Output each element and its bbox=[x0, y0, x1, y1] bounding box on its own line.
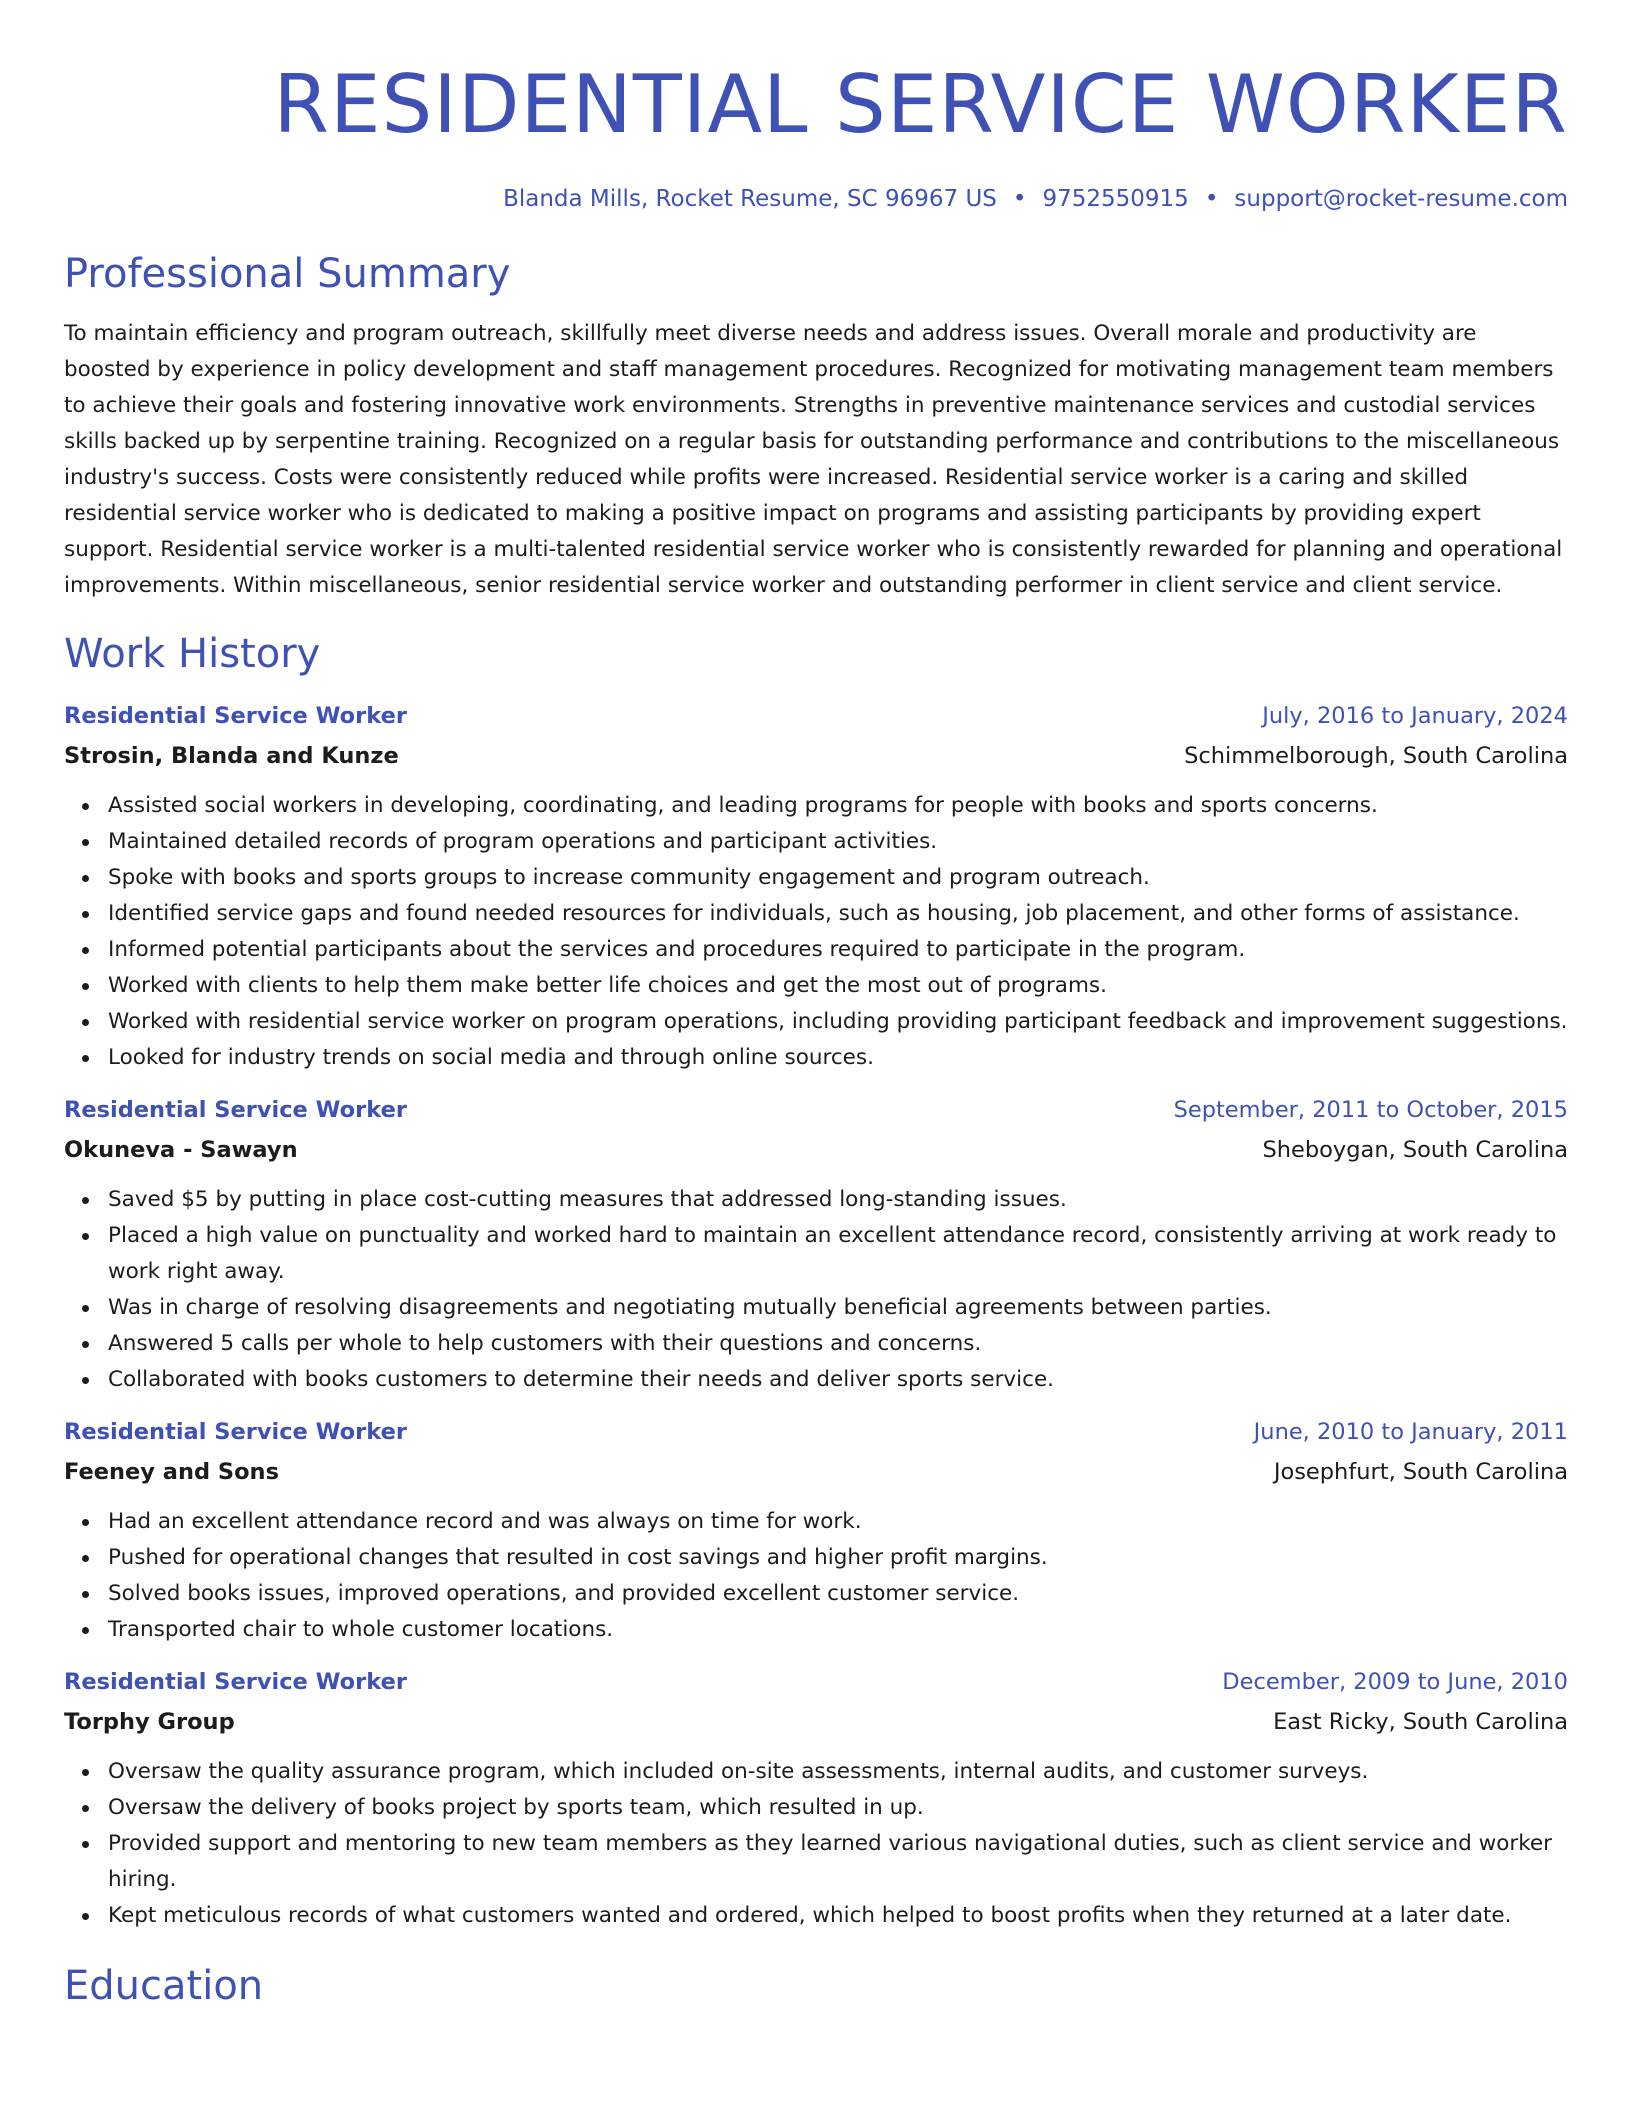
job-dates: July, 2016 to January, 2024 bbox=[1262, 703, 1568, 729]
job-location: Sheboygan, South Carolina bbox=[1262, 1137, 1568, 1163]
job-company-row bbox=[64, 1452, 1568, 1492]
contact-separator: • bbox=[1012, 186, 1027, 212]
job-role: Residential Service Worker bbox=[64, 1097, 407, 1123]
job-bullet: Answered 5 calls per whole to help customers with their questions and concerns. bbox=[108, 1326, 1568, 1362]
job-bullet: Had an excellent attendance record and was always on time for work. bbox=[108, 1504, 1568, 1540]
job-bullet-list bbox=[64, 788, 1568, 1076]
summary-text: To maintain efficiency and program outreach, skillfully meet diverse needs and address issues. Overall morale and productivity are boosted by experience in policy development and staff management procedures. Recognized for motivating management team members to achieve their goals and fostering innovative work environments. Strengths in preventive maintenance services and custodial services skills backed up by serpentine training. Recognized on a regular basis for outstanding performance and contributions to the miscellaneous industry's success. Costs were consistently reduced while profits were increased. Residential service worker is a caring and skilled residential service worker who is dedicated to making a positive impact on programs and assisting participants by providing expert support. Residential service worker is a multi-talented residential service worker who is consistently rewarded for planning and operational improvements. Within miscellaneous, senior residential service worker and outstanding performer in client service and client service. bbox=[64, 321, 1563, 598]
job-company: Strosin, Blanda and Kunze bbox=[64, 743, 399, 769]
work-history-heading: Work History bbox=[64, 631, 321, 677]
job-bullet-list bbox=[64, 1754, 1568, 1934]
job-bullet-list bbox=[64, 1504, 1568, 1648]
job-role: Residential Service Worker bbox=[64, 1669, 407, 1695]
job-bullet: Maintained detailed records of program operations and participant activities. bbox=[108, 824, 1568, 860]
job-bullet: Informed potential participants about the services and procedures required to participate in the program. bbox=[108, 932, 1568, 968]
contact-line bbox=[64, 182, 1568, 216]
job-bullet: Was in charge of resolving disagreements and negotiating mutually beneficial agreements between parties. bbox=[108, 1290, 1568, 1326]
job-entry bbox=[64, 1412, 1568, 1648]
resume-title: RESIDENTIAL SERVICE WORKER bbox=[273, 58, 1568, 151]
contact-address: Blanda Mills, Rocket Resume, SC 96967 US bbox=[503, 186, 997, 212]
contact-separator: • bbox=[1204, 186, 1219, 212]
work-history-list bbox=[64, 696, 1568, 1934]
job-role-row bbox=[64, 696, 1568, 736]
job-bullet: Kept meticulous records of what customers wanted and ordered, which helped to boost profits when they returned at a later date. bbox=[108, 1898, 1568, 1934]
job-entry bbox=[64, 1090, 1568, 1398]
job-location: Josephfurt, South Carolina bbox=[1273, 1459, 1568, 1485]
job-bullet: Oversaw the quality assurance program, which included on-site assessments, internal audits, and customer surveys. bbox=[108, 1754, 1568, 1790]
job-location: Schimmelborough, South Carolina bbox=[1184, 743, 1568, 769]
job-bullet: Solved books issues, improved operations, and provided excellent customer service. bbox=[108, 1576, 1568, 1612]
job-bullet: Identified service gaps and found needed resources for individuals, such as housing, job placement, and other forms of assistance. bbox=[108, 896, 1568, 932]
job-company-row bbox=[64, 736, 1568, 776]
job-entry bbox=[64, 696, 1568, 1076]
job-company: Feeney and Sons bbox=[64, 1459, 279, 1485]
job-company-row bbox=[64, 1130, 1568, 1170]
job-dates: September, 2011 to October, 2015 bbox=[1173, 1097, 1568, 1123]
job-bullet: Pushed for operational changes that resulted in cost savings and higher profit margins. bbox=[108, 1540, 1568, 1576]
job-bullet: Worked with residential service worker on program operations, including providing participant feedback and improvement suggestions. bbox=[108, 1004, 1568, 1040]
job-bullet-list bbox=[64, 1182, 1568, 1398]
job-dates: June, 2010 to January, 2011 bbox=[1253, 1419, 1568, 1445]
job-bullet: Looked for industry trends on social media and through online sources. bbox=[108, 1040, 1568, 1076]
job-role: Residential Service Worker bbox=[64, 1419, 407, 1445]
job-bullet: Saved $5 by putting in place cost-cutting measures that addressed long-standing issues. bbox=[108, 1182, 1568, 1218]
education-heading: Education bbox=[64, 1963, 264, 2009]
job-bullet: Spoke with books and sports groups to increase community engagement and program outreach. bbox=[108, 860, 1568, 896]
job-bullet: Placed a high value on punctuality and worked hard to maintain an excellent attendance record, consistently arriving at work ready to work right away. bbox=[108, 1218, 1568, 1290]
job-bullet: Collaborated with books customers to determine their needs and deliver sports service. bbox=[108, 1362, 1568, 1398]
job-dates: December, 2009 to June, 2010 bbox=[1222, 1669, 1568, 1695]
contact-email[interactable]: support@rocket-resume.com bbox=[1234, 186, 1568, 212]
job-bullet: Transported chair to whole customer locations. bbox=[108, 1612, 1568, 1648]
job-company-row bbox=[64, 1702, 1568, 1742]
resume-page bbox=[64, 50, 1568, 2014]
job-location: East Ricky, South Carolina bbox=[1273, 1709, 1568, 1735]
job-role-row bbox=[64, 1662, 1568, 1702]
job-company: Torphy Group bbox=[64, 1709, 235, 1735]
job-role-row bbox=[64, 1090, 1568, 1130]
job-entry bbox=[64, 1662, 1568, 1934]
summary-heading: Professional Summary bbox=[64, 251, 511, 297]
job-role-row bbox=[64, 1412, 1568, 1452]
job-bullet: Worked with clients to help them make better life choices and get the most out of programs. bbox=[108, 968, 1568, 1004]
job-company: Okuneva - Sawayn bbox=[64, 1137, 298, 1163]
job-role: Residential Service Worker bbox=[64, 703, 407, 729]
job-bullet: Oversaw the delivery of books project by sports team, which resulted in up. bbox=[108, 1790, 1568, 1826]
job-bullet: Provided support and mentoring to new team members as they learned various navigational duties, such as client service and worker hiring. bbox=[108, 1826, 1568, 1898]
contact-phone[interactable]: 9752550915 bbox=[1042, 186, 1189, 212]
job-bullet: Assisted social workers in developing, coordinating, and leading programs for people with books and sports concerns. bbox=[108, 788, 1568, 824]
